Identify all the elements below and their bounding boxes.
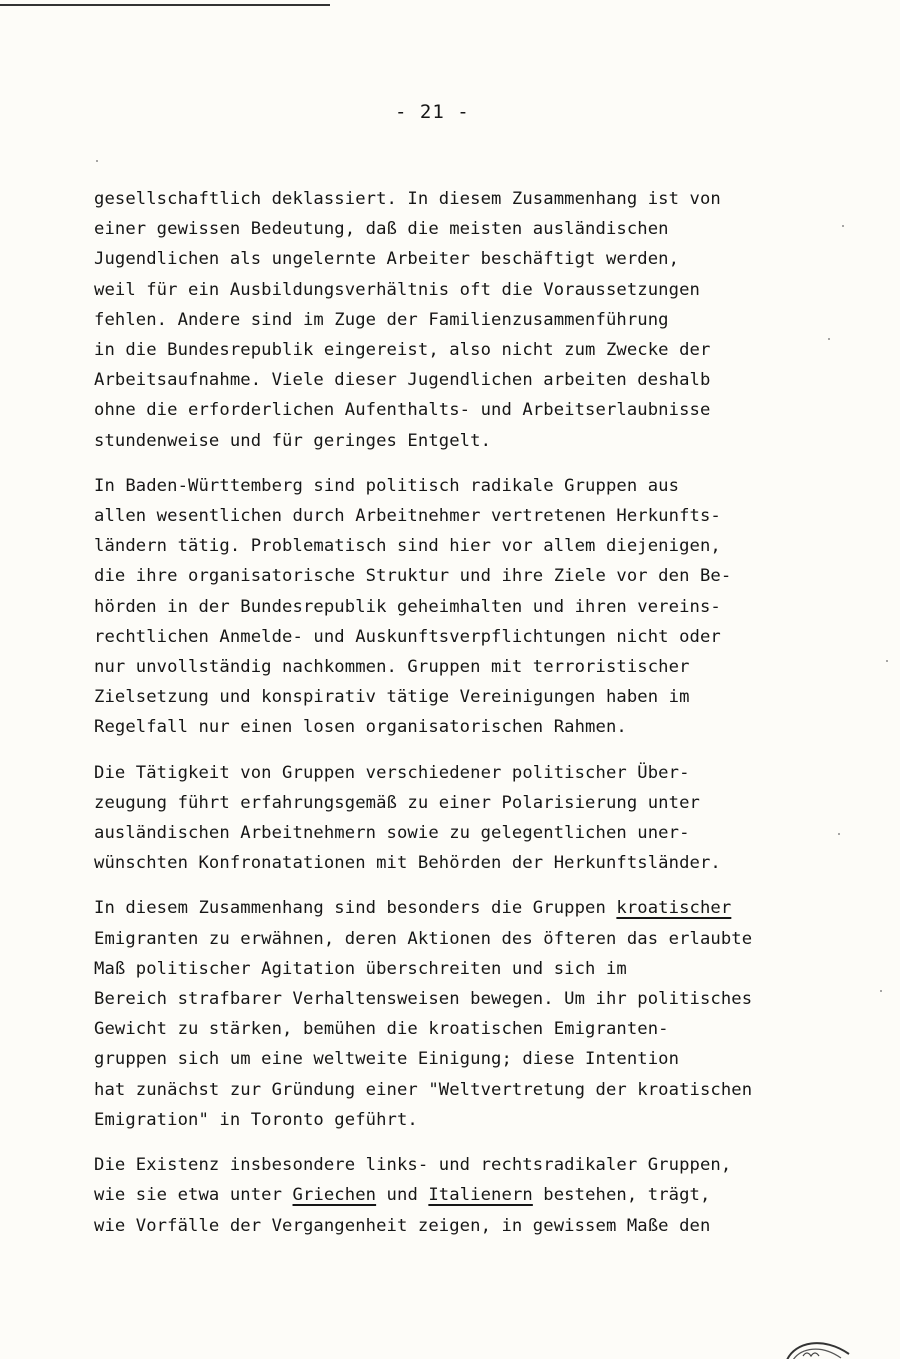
- text-run: und: [376, 1185, 429, 1206]
- paragraph-5: [94, 1150, 864, 1241]
- text-run: In diesem Zusammenhang sind besonders die Gruppen: [94, 898, 617, 919]
- text-line: [94, 893, 864, 923]
- text-line: nur unvollständig nachkommen. Gruppen mit terroristischer: [94, 657, 690, 678]
- text-line: wünschten Konfronatationen mit Behörden der Herkunftsländer.: [94, 853, 721, 874]
- text-line: hat zunächst zur Gründung einer "Weltvertretung der kroatischen: [94, 1079, 753, 1100]
- underlined-term: Griechen: [292, 1185, 377, 1206]
- scan-speck: [886, 660, 888, 662]
- text-line: weil für ein Ausbildungsverhältnis oft die Voraussetzungen: [94, 279, 700, 300]
- text-line: Zielsetzung und konspirativ tätige Vereinigungen haben im: [94, 687, 690, 708]
- text-line: gesellschaftlich deklassiert. In diesem Zusammenhang ist von: [94, 189, 721, 209]
- text-line: zeugung führt erfahrungsgemäß zu einer Polarisierung unter: [94, 792, 700, 813]
- text-line: Emigranten zu erwähnen, deren Aktionen des öfteren das erlaubte: [94, 928, 753, 949]
- text-line: wie Vorfälle der Vergangenheit zeigen, in gewissem Maße den: [94, 1215, 711, 1236]
- text-line: fehlen. Andere sind im Zuge der Familienzusammenführung: [94, 309, 669, 330]
- text-line: Jugendlichen als ungelernte Arbeiter beschäftigt werden,: [94, 249, 680, 270]
- text-run: bestehen, trägt,: [532, 1185, 711, 1206]
- paragraph-4: [94, 893, 864, 1135]
- text-line: Emigration" in Toronto geführt.: [94, 1109, 418, 1130]
- underlined-term: Italienern: [428, 1185, 533, 1206]
- scan-speck: [842, 225, 844, 227]
- text-line: in die Bundesrepublik eingereist, also nicht zum Zwecke der: [94, 340, 711, 361]
- text-line: Regelfall nur einen losen organisatorischen Rahmen.: [94, 717, 627, 738]
- text-line: stundenweise und für geringes Entgelt.: [94, 430, 492, 451]
- scan-speck: [880, 990, 882, 992]
- paragraph-2: [94, 471, 864, 743]
- top-edge-rule: [0, 4, 330, 6]
- body-text: [94, 184, 864, 1256]
- scan-speck: [828, 338, 830, 340]
- paragraph-1: [94, 184, 864, 456]
- text-line: ausländischen Arbeitnehmern sowie zu gelegentlichen uner-: [94, 823, 690, 844]
- text-line: gruppen sich um eine weltweite Einigung; diese Intention: [94, 1049, 680, 1070]
- text-run: wie sie etwa unter: [94, 1185, 293, 1206]
- underlined-term: kroatischer: [616, 898, 732, 919]
- text-line: Arbeitsaufnahme. Viele dieser Jugendlichen arbeiten deshalb: [94, 370, 711, 391]
- scan-speck: [838, 833, 840, 835]
- text-line: rechtlichen Anmelde- und Auskunftsverpflichtungen nicht oder: [94, 626, 721, 647]
- text-line: einer gewissen Bedeutung, daß die meisten ausländischen: [94, 219, 669, 240]
- text-line: Gewicht zu stärken, bemühen die kroatischen Emigranten-: [94, 1019, 669, 1040]
- text-line: allen wesentlichen durch Arbeitnehmer vertretenen Herkunfts-: [94, 506, 721, 527]
- text-line: ohne die erforderlichen Aufenthalts- und Arbeitserlaubnisse: [94, 400, 711, 421]
- paragraph-3: [94, 758, 864, 879]
- text-line: hörden in der Bundesrepublik geheimhalten und ihren vereins-: [94, 596, 721, 617]
- text-line: die ihre organisatorische Struktur und ihre Ziele vor den Be-: [94, 566, 732, 587]
- text-line: In Baden-Württemberg sind politisch radikale Gruppen aus: [94, 475, 680, 496]
- text-line: ländern tätig. Problematisch sind hier vor allem diejenigen,: [94, 536, 721, 557]
- stamp-mark: [783, 1332, 853, 1359]
- text-line: Bereich strafbarer Verhaltensweisen bewegen. Um ihr politisches: [94, 989, 753, 1010]
- text-line: [94, 1180, 864, 1210]
- text-line: Die Existenz insbesondere links- und rechtsradikaler Gruppen,: [94, 1155, 732, 1176]
- text-line: Maß politischer Agitation überschreiten und sich im: [94, 958, 627, 979]
- page-number: - 21 -: [395, 101, 470, 123]
- scan-speck: [96, 160, 98, 162]
- text-line: Die Tätigkeit von Gruppen verschiedener politischer Über-: [94, 762, 690, 783]
